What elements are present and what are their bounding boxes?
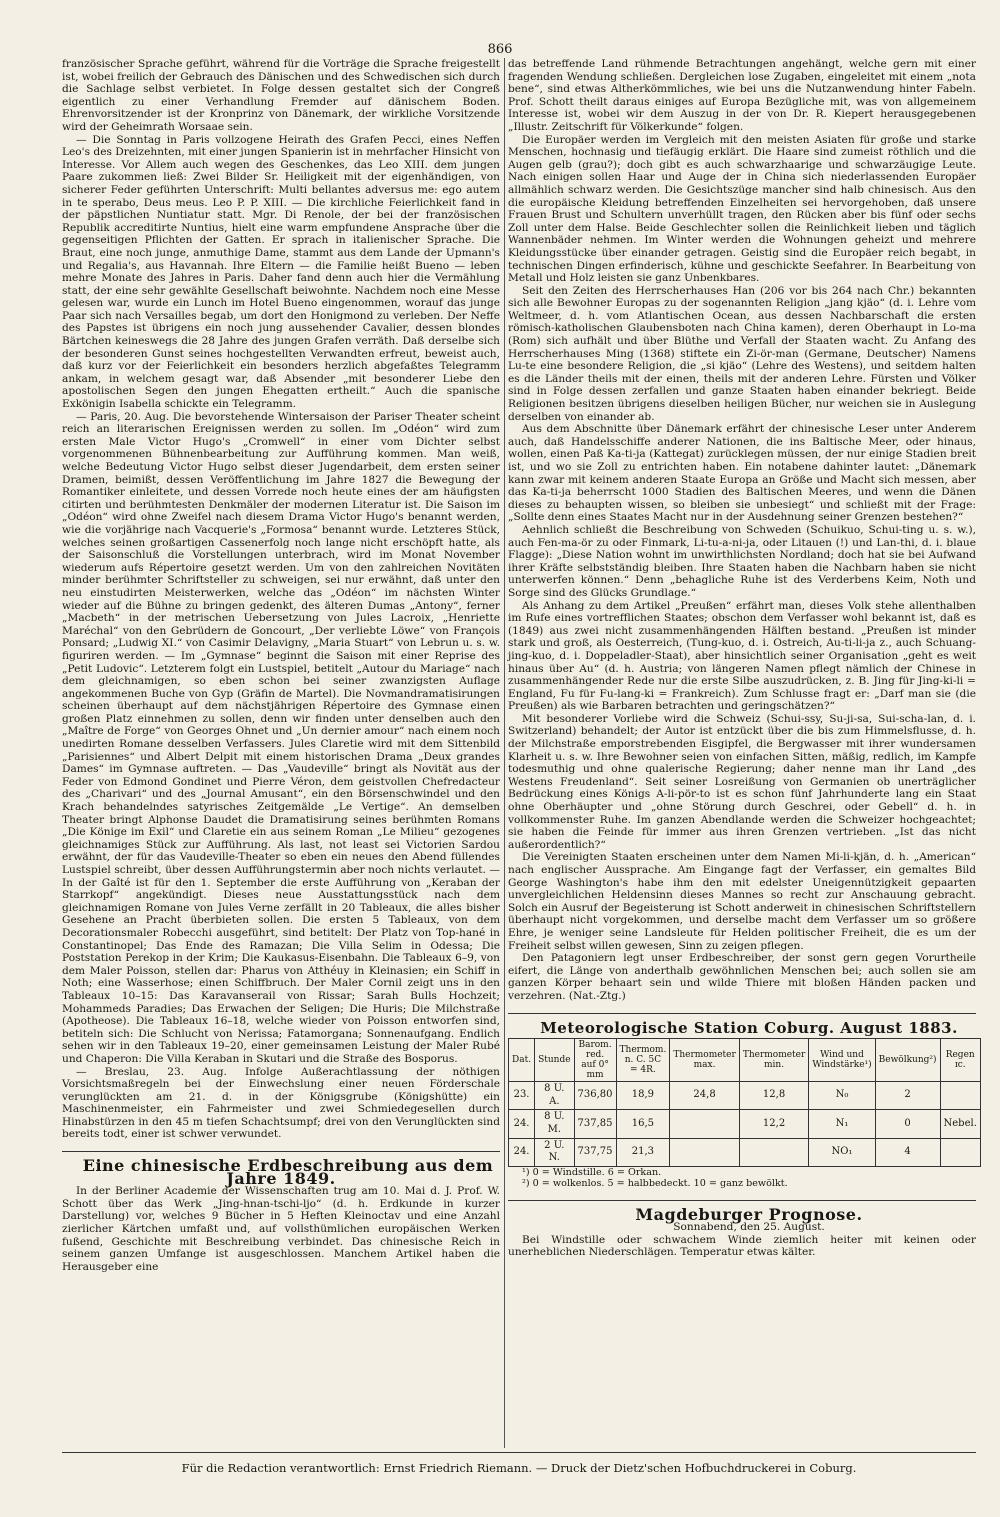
article-paragraph: Seit den Zeiten des Herrscherhauses Han (206 vor bis 264 nach Chr.) bekannten sich alle Bewohner Europas zu der sogenannten Religion „jang kjäo“ (d. i. Lehre vom Weltmeer, d. h. vom Atlantischen Ocean, aus dessen Nachbarschaft die ersten römisch-katholischen Glaubensboten nach China kamen), deren Oberhaupt in Lo-ma (Rom) sich aufhält und über Blüthe und Verfall der Staaten wacht. Zu Anfang des Herrscherhauses Ming (1368) stiftete ein Zi-ör-man (Germane, Deutscher) Namens Lu-te eine besondere Religion, die „si kjäo“ (Lehre des Westens), und seitdem halten es die Länder theils mit der einen, theils mit der anderen Lehre. Fürsten und Völker sind in Folge dessen zerfallen und ganze Staaten haben einander bekriegt. Beide Religionen besitzen übrigens dieselben heiligen Bücher, nur weichen sie in Auslegung derselben von einander ab. xyxy=(508,284,976,423)
table-cell: 24. xyxy=(509,1138,535,1166)
article-paragraph: Die Europäer werden im Vergleich mit den meisten Asiaten für große und starke Menschen, hochnasig und tiefäugig erklärt. Die Haare sind zumeist röthlich und die Augen gelb (grau?); doch gibt es auch schwarzhaarige und schwarzäugige Leute. Nach einigen sollen Haar und Auge der in China sich niederlassenden Europäer allmählich schwarz werden. Die Gesichtszüge mancher sind halb chinesisch. Aus den die europäische Kleidung betreffenden Einzelheiten sei hervorgehoben, daß unsere Frauen Brust und Schultern unverhüllt tragen, den Rücken aber bis fünf oder sechs Zoll unter dem Halse. Beide Geschlechter sollen die Reinlichkeit lieben und täglich Wannenbäder nehmen. Im Winter werden die Wohnungen geheizt und mehrere Kleidungsstücke über einander getragen. Geistig sind die Europäer reich begabt, in technischen Dingen erfinderisch, kühne und geschickte Seefahrer. In Bearbeitung von Metall und Holz leisten sie ganz Unbenkbares. xyxy=(508,133,976,285)
article-paragraph: das betreffende Land rühmende Betrachtungen angehängt, welche gern mit einer fragenden Wendung schließen. Dergleichen lose Zugaben, eingeleitet mit einem „nota bene“, sind etwas Altherkömmliches, wie bei uns die Nutzanwendung hinter Fabeln. Prof. Schott theilt daraus einiges auf Europa Bezügliche mit, was von allgemeinem Interesse ist, wobei wir dem Auszug in der von Dr. R. Kiepert herausgegebenen „Illustr. Zeitschrift für Völkerkunde“ folgen. xyxy=(508,58,976,133)
forecast-heading: Magdeburger Prognose. xyxy=(635,1204,863,1224)
forecast-date: Sonnabend, den 25. August. xyxy=(673,1221,825,1234)
article-paragraph: Als Anhang zu dem Artikel „Preußen“ erfährt man, dieses Volk stehe allenthalben im Rufe eines vortrefflichen Staates; obschon dem Verfasser wohl bekannt ist, daß es (1849) aus zwei nicht zusammenhängenden Hälften bestand. „Preußen ist minder stark und groß, als Oesterreich, (Tung-kuo, d. i. Ostreich, Au-ti-li-ja z., auch Schuang-jing-kuo, d. i. Doppeladler-Staat), aber hinsichtlich seiner Organisation „geht es weit hinaus über Au“ (d. h. Austria; von längeren Namen pflegt nämlich der Chinese in zusammenhängender Rede nur die erste Silbe auszudrücken, z. B. Jing für Jing-ki-li = England, Fu für Fu-lang-ki = Frankreich). Zum Schlusse fragt er: „Darf man sie (die Preußen) als wie Barbaren betrachten und geringschätzen?“ xyxy=(508,599,976,713)
weather-heading: Meteorologische Station Coburg. August 1883. xyxy=(540,1018,958,1037)
table-cell: 8 U. A. xyxy=(535,1082,574,1110)
article-paragraph: In der Berliner Academie der Wissenschaften trug am 10. Mai d. J. Prof. W. Schott über das Werk „Jing-hnan-tschi-ljo“ (d. h. Erdkunde in kurzer Darstellung) vor, welches 9 Bücher in 5 Heften Kleinoctav und eine Anzahl zierlicher Kärtchen umfaßt und, auf vollsthümlichen europäischen Werken fußend, Geschichte mit Beschreibung verbindet. Das chinesische Reich in seinem ganzen Umfange ist ausgeschlossen. Manchem Artikel haben die Herausgeber eine xyxy=(62,1185,500,1273)
table-cell: 24. xyxy=(509,1110,535,1138)
table-cell xyxy=(670,1138,740,1166)
table-cell: 736,80 xyxy=(574,1082,616,1110)
weather-note: ²) 0 = wolkenlos. 5 = halbbedeckt. 10 = ganz bewölkt. xyxy=(522,1178,788,1190)
table-cell: 0 xyxy=(875,1110,940,1138)
table-cell: 12,2 xyxy=(739,1110,809,1138)
imprint-footer: Für die Redaction verantwortlich: Ernst Friedrich Riemann. — Druck der Dietz'schen Hofbuchdruckerei in Coburg. xyxy=(62,1452,976,1475)
col-header: Thermom. n. C. 5C = 4R. xyxy=(616,1039,670,1082)
col-header: Wind und Windstärke¹) xyxy=(809,1039,875,1082)
article-paragraph: Den Patagoniern legt unser Erdbeschreiber, der sonst gern gegen Vorurtheile eifert, die Länge von anderthalb gewöhnlichen Menschen bei; auch sollen sie am ganzen Körper behaart sein und wilde Thiere mit bloßen Händen packen und verzehren. (Nat.-Ztg.) xyxy=(508,952,976,1002)
table-cell: 8 U. M. xyxy=(535,1110,574,1138)
table-cell: 16,5 xyxy=(616,1110,670,1138)
table-cell: N₀ xyxy=(809,1082,875,1110)
page-number: 866 xyxy=(487,42,513,57)
table-cell xyxy=(940,1082,980,1110)
weather-table xyxy=(508,1038,981,1167)
section-divider xyxy=(508,1200,976,1201)
forecast-text: Bei Windstille oder schwachem Winde ziemlich heiter mit keinen oder unerheblichen Niederschlägen. Temperatur etwas kälter. xyxy=(508,1233,976,1259)
table-cell: 23. xyxy=(509,1082,535,1110)
table-cell: 737,75 xyxy=(574,1138,616,1166)
article-paragraph: Mit besonderer Vorliebe wird die Schweiz (Schui-ssy, Su-ji-sa, Sui-scha-lan, d. i. Switzerland) behandelt; der Autor ist entzückt über die bis zum Himmelsflusse, d. h. der Milchstraße emporstrebenden Eisgipfel, die Bergwasser mit ihrer wundersamen Klarheit u. s. w. Ihre Bewohner seien von einfachen Sitten, mäßig, redlich, im Kampfe todesmuthig und ohne qualerische Regierung; daher nenne man ihr Land „des Westens Freudenland“. Seit seiner Losreißung von Germanien ob unerträglicher Bedrückung eines Königs A-li-pör-to ist es schon fünf Jahrhunderte lang ein Staat ohne Oberhäupter und „ohne Störung durch Geschrei, oder Gebell“ d. h. in vollkommenster Ruhe. Im ganzen Abendlande werden die Schweizer hochgeachtet; sie haben die Feinde für immer aus ihren Grenzen vertrieben. „Ist das nicht außerordentlich?“ xyxy=(508,712,976,851)
table-cell: 4 xyxy=(875,1138,940,1166)
article-paragraph: Aehnlich schließt die Beschreibung von Schweden (Schuikuo, Schui-ting u. s. w.), auch Fen-ma-ör zu oder Finmark, Li-tu-a-ni-ja, oder Litauen (!) und Lan-thi, d. i. blaue Flagge): „Diese Nation wohnt im unwirthlichsten Nordland; doch hat sie bei Aufwand ihrer Kräfte selbstständig bleiben. Ihre Staaten haben die Nachbarn haben sie nicht unterwerfen können.“ Denn „behagliche Ruhe ist des Verderbens Keim, Noth und Sorge sind des Glücks Grundlage.“ xyxy=(508,523,976,599)
right-column xyxy=(508,58,976,1259)
article-paragraph: französischer Sprache geführt, während für die Vorträge die Sprache freigestellt ist, wobei freilich der Gebrauch des Dänischen und des Schwedischen sich durch die Sachlage selbst verbietet. In Folge dessen gestaltet sich der Congreß eigentlich zu einer Verhandlung Fremder auf dänischem Boden. Ehrenvorsitzender ist der Kronprinz von Dänemark, der wirkliche Vorsitzende wird der Geheimrath Worsaae sein. xyxy=(62,58,500,133)
table-cell: NO₁ xyxy=(809,1138,875,1166)
col-header: Regen ɪc. xyxy=(940,1039,980,1082)
weather-note: ¹) 0 = Windstille. 6 = Orkan. xyxy=(522,1166,662,1178)
column-divider xyxy=(504,58,505,1448)
table-cell xyxy=(739,1138,809,1166)
table-cell: 2 U. N. xyxy=(535,1138,574,1166)
article-paragraph: — Paris, 20. Aug. Die bevorstehende Wintersaison der Pariser Theater scheint reich an literarischen Ereignissen werden zu sollen. Im „Odéon“ wird zum ersten Male Victor Hugo's „Cromwell“ in einer vom Dichter selbst vorgenommenen Bühnenbearbeitung zur Aufführung kommen. Man weiß, welche Bedeutung Victor Hugo selbst dieser Jugendarbeit, dem ersten seiner Dramen, beimißt, dessen Veröffentlichung im Jahre 1827 die Bewegung der Romantiker einleitete, und dessen Vorrede noch heute eines der am häufigsten citirten und berühmtesten Denkmäler der modernen Literatur ist. Die Saison im „Odéon“ wird ohne Zweifel nach diesem Drama Victor Hugo's benannt werden, wie die vorjährige nach Vacquerie's „Formosa“ benannt wurde. Letzteres Stück, welches seinen großartigen Cassenerfolg noch lange nicht erschöpft hatte, als der Saisonschluß die Vorstellungen unterbrach, wird im Monat November wiederum aufs Répertoire gesetzt werden. Um von den zahlreichen Novitäten minder berühmter Schriftsteller zu schweigen, sei nur erwähnt, daß unter den neu einstudirten Meisterwerken, welche das „Odéon“ im nächsten Winter wieder auf die Bühne zu bringen gedenkt, des älteren Dumas „Antony“, ferner „Macbeth“ in der metrischen Uebersetzung von Jules Lacroix, „Henriette Maréchal“ von den Gebrüdern de Goncourt, „Der verliebte Löwe“ von François Ponsard; „Ludwig XI.“ von Casimir Delavigny, „Maria Stuart“ von Lebrun u. s. w. figuriren werden. — Im „Gymnase“ beginnt die Saison mit einer Reprise des „Petit Ludovic“. Letzterem folgt ein Lustspiel, betitelt „Autour du Mariage“ nach dem gleichnamigen, so eben schon bei seiner zwanzigsten Auflage angekommenen Buche von Gyp (Gräfin de Martel). Die Novmandramatisirungen scheinen überhaupt auf dem nächstjährigen Répertoire des Gymnase einen großen Platz einnehmen zu sollen, denn wir finden unter denselben auch den „Maître de Forge“ von Georges Ohnet und „Un dernier amour“ nach einem noch unedirten Romane desselben Verfassers. Jules Claretie wird mit dem Sittenbild „Parisiennes“ und Albert Delpit mit einem historischen Drama „Deux grandes Dames“ im Gymnase auftreten. — Das „Vaudeville“ bringt als Novität aus der Feder von Edmond Gondinet und Pierre Véron, dem geistvollen Chefredacteur des „Charivari“ und des „Journal Amusant“, ein den Börsenschwindel und den Krach behandelndes satyrisches Zeitgemälde „Le Vertige“. An demselben Theater bringt Alphonse Daudet die Dramatisirung seines berühmten Romans „Die Könige im Exil“ und Claretie ein aus seinem Roman „Le Milieu“ gezogenes gleichnamiges Stück zur Aufführung. Als last, not least sei Victorien Sardou erwähnt, der für das Vaudeville-Theater so eben ein neues den Abend füllendes Lustspiel schreibt, über dessen Aufführungstermin aber noch nichts verlautet. — In der Gaîté ist für den 1. September die erste Aufführung von „Keraban der Starrkopf“ angekündigt. Dieses neue Ausstattungsstück nach dem gleichnamigen Romane von Jules Verne zerfällt in 20 Tableaux, die alles bisher Gesehene an Pracht überbieten sollen. Die ersten 5 Tableaux, von dem Decorationsmaler Robecchi ausgeführt, sind betitelt: Der Platz von Top-hané in Constantinopel; Das Ende des Ramazan; Die Villa Selim in Odessa; Die Poststation Perekop in der Krim; Die Kaukasus-Eisenbahn. Die Tableaux 6–9, von dem Maler Poisson, stellen dar: Pharus von Atthéuy in Kleinasien; ein Schiff in Noth; eine Wasserhose; einen Schiffbruch. Der Maler Cornil zeigt uns in den Tableaux 10–15: Das Karavanserail von Rissar; Sarah Bulls Hochzeit; Mohammeds Paradies; Das Erwachen der Seligen; Die Huris; Die Milchstraße (Apotheose). Die Tableaux 16–18, welche wieder von Poisson entworfen sind, betiteln sich: Die Schlucht von Nerissa; Fatamorgana; Sonnenaufgang. Endlich sehen wir in den Tableaux 19–20, einer gemeinsamen Leistung der Maler Rubé und Chaperon: Die Villa Keraban in Skutari und die Straße des Bosporus. xyxy=(62,410,500,1065)
table-cell: 2 xyxy=(875,1082,940,1110)
col-header: Thermometer min. xyxy=(739,1039,809,1082)
col-header: Dat. xyxy=(509,1039,535,1082)
table-cell: N₁ xyxy=(809,1110,875,1138)
col-header: Barom. red. auf 0° mm xyxy=(574,1039,616,1082)
table-cell: 12,8 xyxy=(739,1082,809,1110)
table-cell: 21,3 xyxy=(616,1138,670,1166)
article-paragraph: Die Vereinigten Staaten erscheinen unter dem Namen Mi-li-kjän, d. h. „American“ nach englischer Aussprache. Am Eingange fagt der Verfasser, ein gemaltes Bild George Washington's habe ihm den mit edelster Uneigennützigkeit gepaarten unvergleichlichen Heldensinn dieses Mannes so recht zur Anschauung gebracht. Solch ein Ausruf der Begeisterung ist Schott anderweit in chinesischen Schriftstellern überhaupt nicht vorgekommen, und derselbe macht dem Verfasser um so größere Ehre, je weniger seine Landsleute für Helden politischer Freiheit, die es um der Freiheit selbst willen gewesen, Sinn zu zeigen pflegen. xyxy=(508,851,976,952)
table-cell: 737,85 xyxy=(574,1110,616,1138)
table-cell xyxy=(670,1110,740,1138)
table-cell xyxy=(940,1138,980,1166)
article-paragraph: Aus dem Abschnitte über Dänemark erfährt der chinesische Leser unter Anderem auch, daß Handelsschiffe anderer Nationen, die ins Baltische Meer, oder hinaus, wollen, einen Paß Ka-ti-ja (Kattegat) zurücklegen müssen, der nur einige Stadien breit ist, und wo sie Zoll zu entrichten haben. Ein notabene dahinter lautet: „Dänemark kann zwar mit keinem anderen Staate Europa an Größe und Macht sich messen, aber das Ka-ti-ja beherrscht 1000 Stadien des Baltischen Meeres, und wenn die Dänen dieses zu behaupten wissen, so bleiben sie unbesiegt“ und schließt mit der Frage: „Sollte denn eines Staates Macht nur in der Ausdehnung seiner Grenzen bestehen?“ xyxy=(508,423,976,524)
article-paragraph: — Breslau, 23. Aug. Infolge Außerachtlassung der nöthigen Vorsichtsmaßregeln bei der Einwechslung einer neuen Förderschale verunglückten am 21. d. in der Königsgrube (Königshütte) ein Maschinenmeister, ein Fahrmeister und zwei Schmiedegesellen durch Hinabstürzen in den 45 m tiefen Schachtsumpf; drei von den Verunglückten sind bereits todt, einer ist schwer verwundet. xyxy=(62,1065,500,1141)
table-row xyxy=(509,1138,981,1166)
weather-header-row xyxy=(509,1039,981,1082)
col-header: Stunde xyxy=(535,1039,574,1082)
table-row xyxy=(509,1110,981,1138)
col-header: Thermometer max. xyxy=(670,1039,740,1082)
section-divider xyxy=(62,1151,500,1152)
left-column xyxy=(62,58,500,1273)
table-cell: Nebel. xyxy=(940,1110,980,1138)
table-row xyxy=(509,1082,981,1110)
table-cell: 18,9 xyxy=(616,1082,670,1110)
col-header: Bewölkung²) xyxy=(875,1039,940,1082)
section-divider xyxy=(508,1013,976,1014)
table-cell: 24,8 xyxy=(670,1082,740,1110)
article-heading: Eine chinesische Erdbeschreibung aus dem Jahre 1849. xyxy=(82,1156,494,1188)
article-paragraph: — Die Sonntag in Paris vollzogene Heirath des Grafen Pecci, eines Neffen Leo's des Dreizehnten, mit einer jungen Spanierin ist in mehrfacher Hinsicht von Interesse. Vor Allem auch wegen des Geschenkes, das Leo XIII. dem jungen Paare zukommen ließ: Zwei Bilder Sr. Heiligkeit mit der eigenhändigen, von sicherer Feder geführten Unterschrift: Multi bellantes adversus me: ego autem in te sperabo, Deus meus. Leo P. P. XIII. — Die kirchliche Feierlichkeit fand in der päpstlichen Nuntiatur statt. Mgr. Di Renole, der bei der französischen Republik accreditirte Nuntius, hielt eine warm empfundene Ansprache über die gegenseitigen Pflichten der Gatten. Er sprach in italienischer Sprache. Die Braut, eine noch junge, anmuthige Dame, stammt aus dem Lande der Upmann's und Regalia's, aus Havannah. Ihre Eltern — die Familie heißt Bueno — leben mehre Monate des Jahres in Paris. Daher fand denn auch hier die Vermählung statt, der eine sehr gewählte Gesellschaft beiwohnte. Nachdem noch eine Messe gelesen war, wurde ein Lunch im Hotel Bueno eingenommen, worauf das junge Paar sich nach Versailles begab, um dort den Honigmond zu verleben. Der Neffe des Papstes ist übrigens ein noch jung aussehender Cavalier, dessen blondes Bärtchen keineswegs die 28 Jahre des jungen Grafen verräth. Daß derselbe sich der besonderen Gunst seines hochgestellten Verwandten erfreut, beweist auch, daß kurz vor der Feierlichkeit ein besonders herzlich abgefaßtes Telegramm ankam, in welchem gesagt war, daß Absender „mit besonderer Liebe den apostolischen Segen den jungen Ehegatten ertheilt.“ Auch die spanische Exkönigin Isabella schickte ein Telegramm. xyxy=(62,133,500,411)
